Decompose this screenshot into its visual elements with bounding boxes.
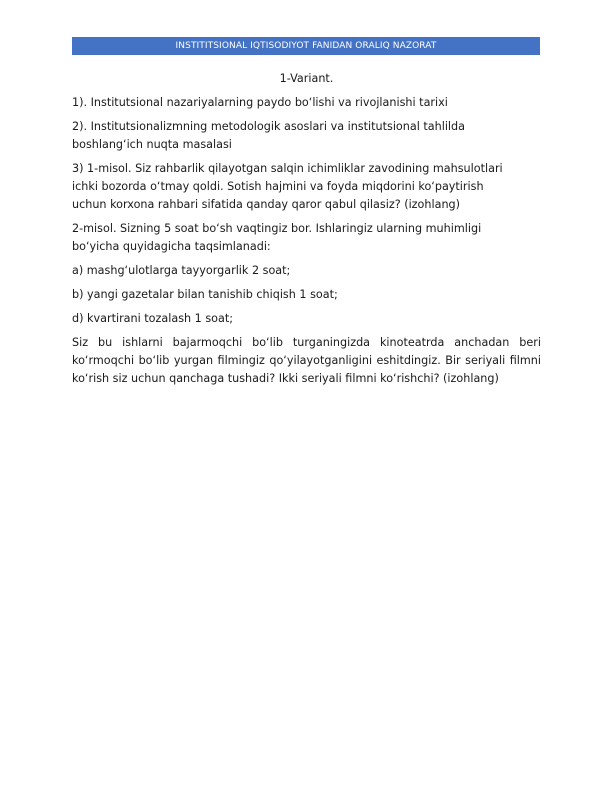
question-2 <box>72 118 541 154</box>
document-header-banner <box>72 37 540 55</box>
list-item-b: b) yangi gazetalar bilan tanishib chiqish 1 soat; <box>72 288 338 301</box>
example-2-line-2: bo‘yicha quyidagicha taqsimlanadi: <box>72 240 271 253</box>
document-body <box>72 70 541 394</box>
question-2-line-2: boshlang‘ich nuqta masalasi <box>72 138 232 151</box>
list-item-d: d) kvartirani tozalash 1 soat; <box>72 312 234 325</box>
final-paragraph: Siz bu ishlarni bajarmoqchi bo‘lib turganingizda kinoteatrda anchadan beri ko‘rmoqchi bo‘lib yurgan filmingiz qo‘yilayotganligini eshitdingiz. Bir seriyali filmni ko‘rish siz uchun qanchaga tushadi? Ikki seriyali filmni ko‘rishchi? (izohlang) <box>72 336 541 385</box>
variant-title: 1-Variant. <box>279 72 334 85</box>
question-1 <box>72 94 541 112</box>
example-2 <box>72 220 541 256</box>
example-2-line-1: 2-misol. Sizning 5 soat bo‘sh vaqtingiz bor. Ishlaringiz ularning muhimligi <box>72 222 482 235</box>
question-3 <box>72 160 541 214</box>
question-3-line-2: ichki bozorda o‘tmay qoldi. Sotish hajmini va foyda miqdorini ko‘paytirish <box>72 180 484 193</box>
list-item-a: a) mashg‘ulotlarga tayyorgarlik 2 soat; <box>72 264 291 277</box>
header-title: INSTITITSIONAL IQTISODIYOT FANIDAN ORALIQ NAZORAT <box>175 41 437 51</box>
question-2-line-1: 2). Institutsionalizmning metodologik asoslari va institutsional tahlilda <box>72 120 465 133</box>
question-1-text: 1). Institutsional nazariyalarning paydo bo‘lishi va rivojlanishi tarixi <box>72 96 448 109</box>
question-3-line-1: 3) 1-misol. Siz rahbarlik qilayotgan salqin ichimliklar zavodining mahsulotlari <box>72 162 503 175</box>
question-3-line-3: uchun korxona rahbari sifatida qanday qaror qabul qilasiz? (izohlang) <box>72 198 461 211</box>
